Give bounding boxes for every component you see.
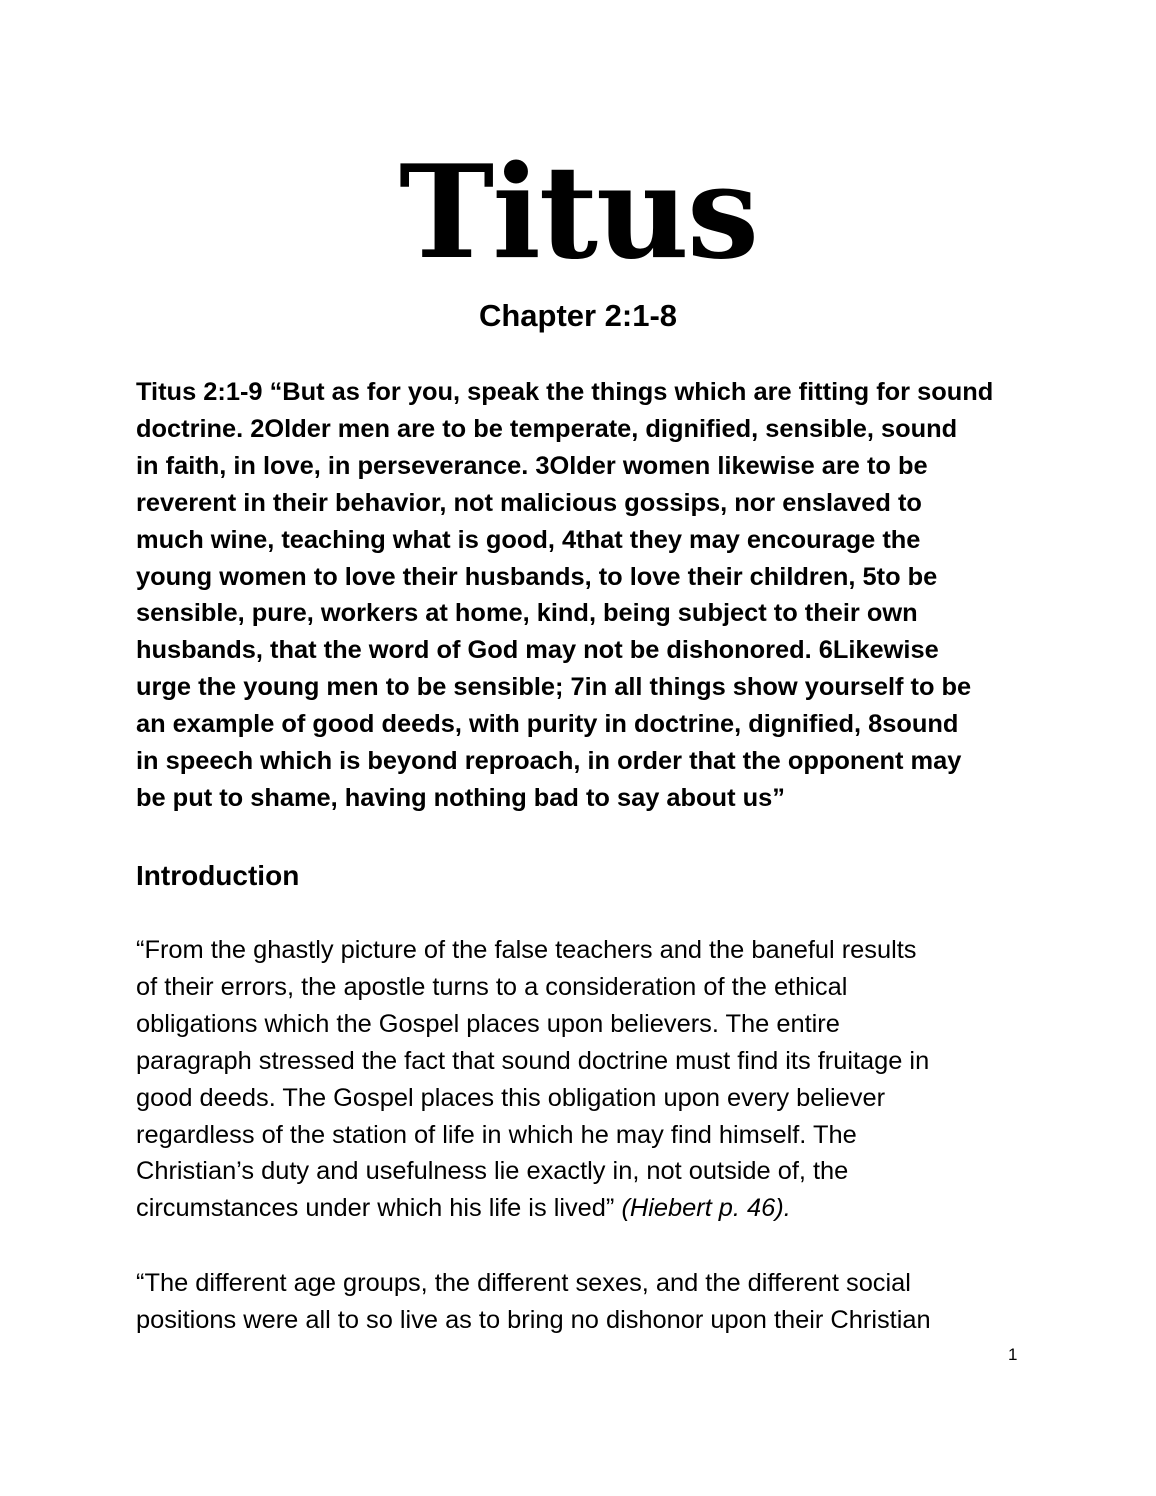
paragraph-line: “The different age groups, the different sexes, and the different social xyxy=(136,1269,911,1297)
page-number: 1 xyxy=(1008,1345,1018,1364)
scripture-line: in faith, in love, in perseverance. 3Older women likewise are to be xyxy=(136,451,928,480)
scripture-line: sensible, pure, workers at home, kind, being subject to their own xyxy=(136,599,918,628)
scripture-line: Titus 2:1-9 “But as for you, speak the things which are fitting for sound xyxy=(136,378,994,406)
intro-paragraph-2 xyxy=(136,1265,1026,1339)
scripture-passage xyxy=(136,374,1026,817)
scripture-line: reverent in their behavior, not malicious gossips, nor enslaved to xyxy=(136,488,922,517)
scripture-line: doctrine. 2Older men are to be temperate, dignified, sensible, sound xyxy=(136,414,958,443)
citation: (Hiebert p. 46). xyxy=(621,1194,791,1223)
paragraph-line: positions were all to so live as to bring no dishonor upon their Christian xyxy=(136,1305,931,1334)
document-title: Titus xyxy=(398,138,758,288)
scripture-line: an example of good deeds, with purity in doctrine, dignified, 8sound xyxy=(136,710,959,739)
scripture-line: young women to love their husbands, to love their children, 5to be xyxy=(136,562,938,591)
paragraph-line: of their errors, the apostle turns to a consideration of the ethical xyxy=(136,972,848,1001)
scripture-line: urge the young men to be sensible; 7in all things show yourself to be xyxy=(136,673,972,702)
scripture-line: husbands, that the word of God may not be dishonored. 6Likewise xyxy=(136,636,939,665)
scripture-line: in speech which is beyond reproach, in order that the opponent may xyxy=(136,747,962,776)
scripture-line: much wine, teaching what is good, 4that they may encourage the xyxy=(136,525,921,554)
section-heading: Introduction xyxy=(136,860,300,891)
paragraph-line: paragraph stressed the fact that sound doctrine must find its fruitage in xyxy=(136,1046,930,1075)
intro-paragraph-1 xyxy=(136,932,1026,1227)
paragraph-line: regardless of the station of life in which he may find himself. The xyxy=(136,1120,857,1149)
paragraph-text: circumstances under which his life is lived” xyxy=(136,1194,615,1223)
scripture-line: be put to shame, having nothing bad to say about us” xyxy=(136,783,785,812)
paragraph-line-last xyxy=(136,1190,1026,1227)
paragraph-line: “From the ghastly picture of the false teachers and the baneful results xyxy=(136,936,917,964)
paragraph-line: obligations which the Gospel places upon believers. The entire xyxy=(136,1009,840,1038)
paragraph-line: Christian’s duty and usefulness lie exactly in, not outside of, the xyxy=(136,1157,849,1186)
chapter-subtitle: Chapter 2:1-8 xyxy=(478,298,678,333)
paragraph-line: good deeds. The Gospel places this obligation upon every believer xyxy=(136,1083,886,1112)
